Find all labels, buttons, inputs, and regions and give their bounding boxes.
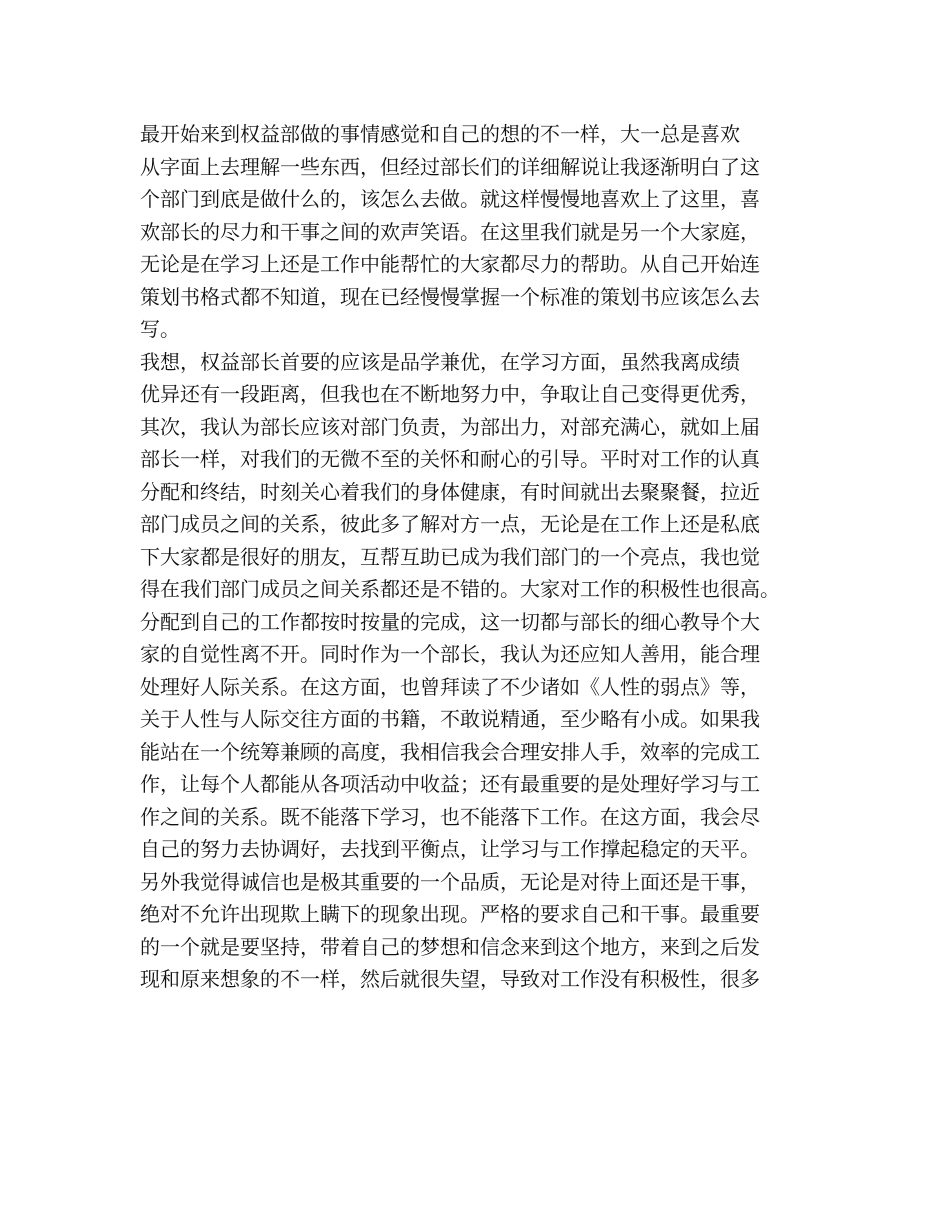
- text-line: 我想，权益部长首要的应该是品学兼优，在学习方面，虽然我离成绩: [140, 349, 740, 374]
- text-line: 处理好人际关系。在这方面，也曾拜读了不少诸如《人性的弱点》等，: [140, 674, 760, 699]
- text-line: 无论是在学习上还是工作中能帮忙的大家都尽力的帮助。从自己开始连: [140, 252, 760, 276]
- text-line: 下大家都是很好的朋友，互帮互助已成为我们部门的一个亮点，我也觉: [140, 544, 760, 569]
- text-line: 的一个就是要坚持，带着自己的梦想和信念来到这个地方，来到之后发: [140, 934, 760, 959]
- body-text: [140, 118, 840, 996]
- text-line: 作之间的关系。既不能落下学习，也不能落下工作。在这方面，我会尽: [140, 804, 760, 829]
- text-line: 优异还有一段距离，但我也在不断地努力中，争取让自己变得更优秀，: [140, 382, 760, 406]
- text-line: 部长一样，对我们的无微不至的关怀和耐心的引导。平时对工作的认真: [140, 447, 760, 471]
- text-line: 家的自觉性离不开。同时作为一个部长，我认为还应知人善用，能合理: [140, 642, 760, 666]
- text-line: 能站在一个统筹兼顾的高度，我相信我会合理安排人手，效率的完成工: [140, 739, 760, 764]
- text-line: 现和原来想象的不一样，然后就很失望，导致对工作没有积极性，很多: [140, 967, 760, 991]
- text-line: 得在我们部门成员之间关系都还是不错的。大家对工作的积极性也很高。: [140, 577, 780, 601]
- text-line: 绝对不允许出现欺上瞒下的现象出现。严格的要求自己和干事。最重要: [140, 902, 760, 926]
- text-line: 最开始来到权益部做的事情感觉和自己的想的不一样，大一总是喜欢: [140, 122, 740, 146]
- text-line: 分配到自己的工作都按时按量的完成，这一切都与部长的细心教导个大: [140, 609, 760, 634]
- text-line: 部门成员之间的关系，彼此多了解对方一点，无论是在工作上还是私底: [140, 512, 760, 536]
- text-line: 作，让每个人都能从各项活动中收益；还有最重要的是处理好学习与工: [140, 772, 760, 796]
- text-line: 欢部长的尽力和干事之间的欢声笑语。在这里我们就是另一个大家庭，: [140, 219, 760, 244]
- text-line: 策划书格式都不知道，现在已经慢慢掌握一个标准的策划书应该怎么去: [140, 284, 760, 309]
- text-line: 从字面上去理解一些东西，但经过部长们的详细解说让我逐渐明白了这: [140, 154, 760, 179]
- text-line: 个部门到底是做什么的，该怎么去做。就这样慢慢地喜欢上了这里，喜: [140, 187, 760, 211]
- text-line: 写。: [140, 317, 180, 341]
- text-line: 其次，我认为部长应该对部门负责，为部出力，对部充满心，就如上届: [140, 414, 760, 439]
- text-line: 分配和终结，时刻关心着我们的身体健康，有时间就出去聚聚餐，拉近: [140, 479, 760, 504]
- text-line: 关于人性与人际交往方面的书籍，不敢说精通，至少略有小成。如果我: [140, 707, 760, 731]
- text-line: 自己的努力去协调好，去找到平衡点，让学习与工作撑起稳定的天平。: [140, 837, 760, 861]
- text-line: 另外我觉得诚信也是极其重要的一个品质，无论是对待上面还是干事，: [140, 869, 760, 894]
